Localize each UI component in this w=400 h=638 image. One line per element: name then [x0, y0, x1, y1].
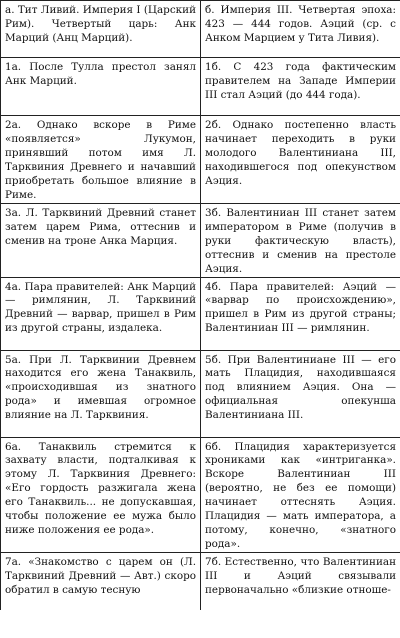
- cell-text: 1б. С 423 года фактическим правителем на Западе Империи III стал Аэций (до 444 года).: [205, 61, 396, 101]
- right-cell: [201, 437, 400, 552]
- table-row: [1, 437, 400, 552]
- table-row: [1, 204, 400, 278]
- right-cell: [201, 204, 400, 278]
- left-cell: [1, 552, 201, 610]
- cell-text: 2б. Однако постепенно власть начинает переходить в руки молодого Валентиниана III, находившегося под опекунством Аэция.: [205, 119, 396, 187]
- left-cell: [1, 204, 201, 278]
- table-row: [1, 116, 400, 204]
- right-cell: [201, 1, 400, 58]
- cell-text: б. Империя III. Четвертая эпоха: 423 — 444 годов. Аэций (ср. с Анком Марцием у Тита Ливия).: [205, 4, 396, 44]
- cell-text: 4а. Пара правителей: Анк Марций — римлянин, Л. Тарквиний Древний — варвар, пришел в Рим из другой страны, издалека.: [5, 280, 196, 335]
- left-cell: [1, 58, 201, 116]
- right-cell: [201, 552, 400, 610]
- table-row: [1, 1, 400, 58]
- cell-text: 2а. Однако вскоре в Риме «появляется» Лукумон, принявший потом имя Л. Тарквиния Древнего и начавший приобретать большое влияние в Риме.: [5, 119, 196, 201]
- left-cell: [1, 116, 201, 204]
- table-row: [1, 58, 400, 116]
- cell-text: 1а. После Тулла престол занял Анк Марций.: [5, 61, 196, 87]
- cell-text: 5б. При Валентиниане III — его мать Плацидия, находившаяся под влиянием Аэция. Она — официальная опекунша Валентиниана III.: [205, 353, 396, 422]
- right-cell: [201, 350, 400, 437]
- cell-text: 7а. «Знакомство с царем он (Л. Тарквиний Древний — Авт.) скоро обратил в самую тесную: [5, 555, 196, 596]
- cell-text: 3а. Л. Тарквиний Древний станет затем царем Рима, оттеснив и сменив на троне Анка Марция.: [5, 207, 196, 247]
- table-row: [1, 277, 400, 350]
- table-row: [1, 350, 400, 437]
- cell-text: а. Тит Ливий. Империя I (Царский Рим). Четвертый царь: Анк Марций (Анц Марций).: [5, 4, 196, 44]
- cell-text: 6а. Танаквиль стремится к захвату власти, подталкивая к этому Л. Тарквиния Древнего: «Его гордость разжигала жена его Танаквиль... не допускавшая, чтобы положение ее мужа было ниже положения ее рода».: [5, 440, 196, 536]
- cell-text: 5а. При Л. Тарквинии Древнем находится его жена Танаквиль, «происходившая из знатного рода» и имевшая огромное влияние на Л. Тарквиния.: [5, 353, 196, 422]
- right-cell: [201, 116, 400, 204]
- left-cell: [1, 1, 201, 58]
- right-cell: [201, 58, 400, 116]
- left-cell: [1, 350, 201, 437]
- cell-text: 6б. Плацидия характеризуется хрониками как «интриганка». Вскоре Валентиниан III (вероятно, не без ее помощи) начинает оттеснять Аэция. Плацидия — мать императора, а потому, конечно, «знатного рода».: [205, 440, 396, 550]
- right-cell: [201, 277, 400, 350]
- cell-text: 4б. Пара правителей: Аэций — «варвар по происхождению», пришел в Рим из другой страны; Валентиниан III — римлянин.: [205, 280, 396, 335]
- left-cell: [1, 277, 201, 350]
- cell-text: 3б. Валентиниан III станет затем императором в Риме (получив в руки фактическую власть), оттеснив и сменив на престоле Аэция.: [205, 207, 396, 275]
- cell-text: 7б. Естественно, что Валентиниан III и Аэций связывали первоначально «близкие отноше-: [205, 555, 396, 596]
- table-row: [1, 552, 400, 610]
- left-cell: [1, 437, 201, 552]
